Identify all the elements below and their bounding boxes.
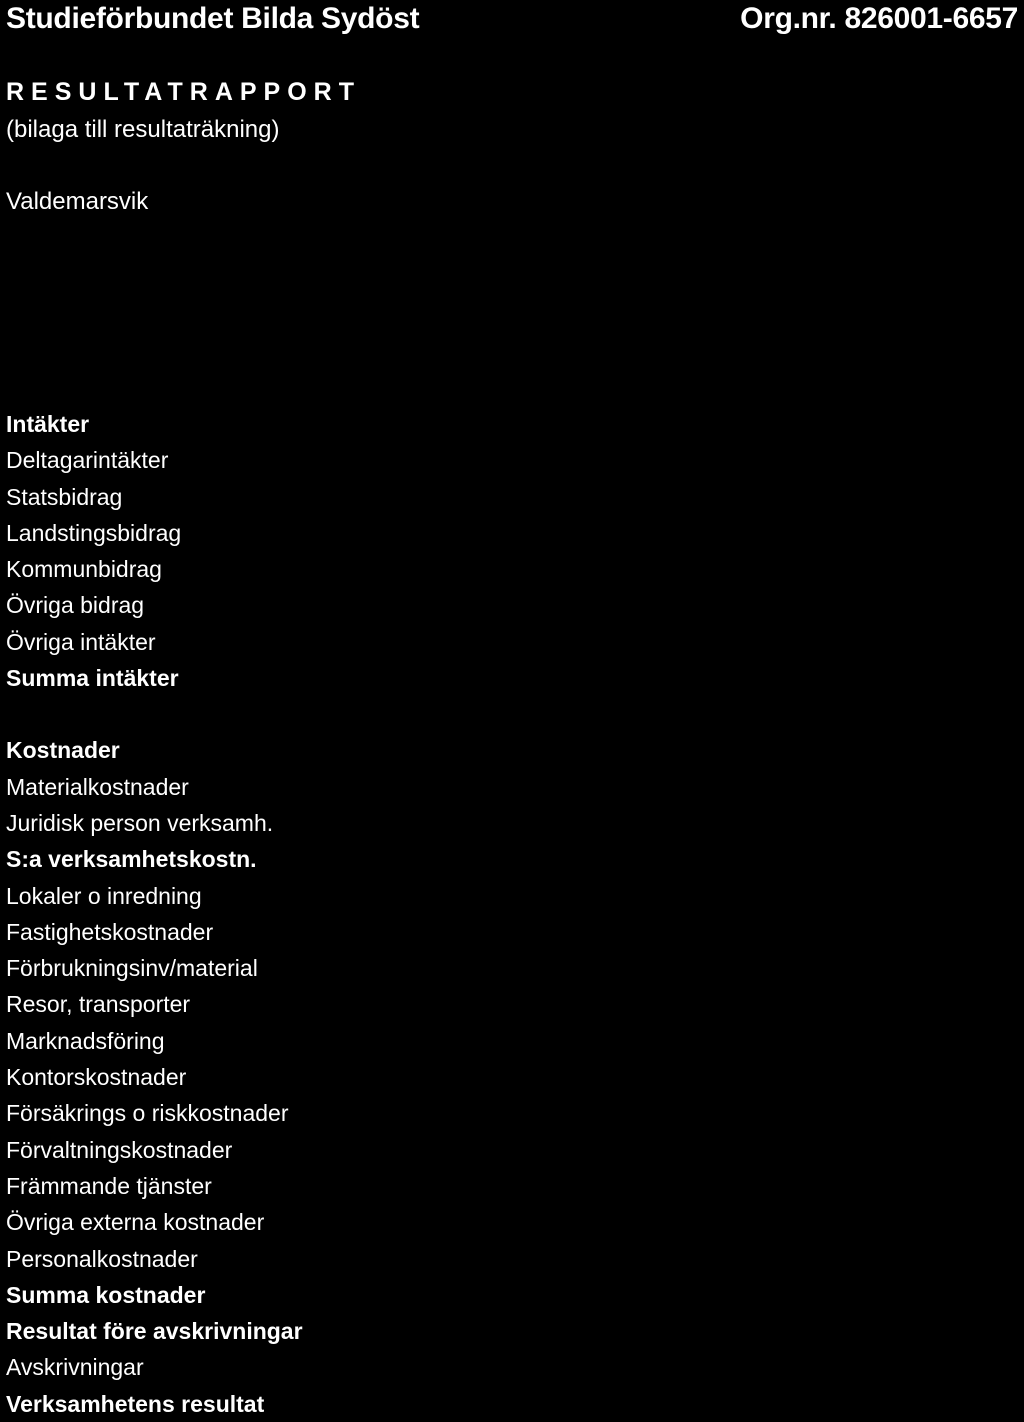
cost-item-personnel: Personalkostnader — [6, 1245, 198, 1272]
cost-item-external-services: Främmande tjänster — [6, 1172, 212, 1199]
cost-item-administration: Förvaltningskostnader — [6, 1136, 233, 1163]
cost-item-legal-entity: Juridisk person verksamh. — [6, 809, 274, 836]
cost-item-insurance: Försäkrings o riskkostnader — [6, 1100, 289, 1127]
organization-name: Studieförbundet Bilda Sydöst — [6, 2, 420, 35]
report-title: RESULTATRAPPORT — [6, 78, 361, 106]
costs-heading: Kostnader — [6, 737, 120, 764]
cost-item-travel: Resor, transporter — [6, 991, 191, 1018]
result-before-depreciation: Resultat före avskrivningar — [6, 1318, 303, 1345]
organization-number: Org.nr. 826001-6657 — [740, 2, 1018, 35]
result-line-items — [6, 406, 303, 1422]
cost-item-premises: Lokaler o inredning — [6, 882, 202, 909]
report-subtitle: (bilaga till resultaträkning) — [6, 116, 280, 143]
costs-total: Summa kostnader — [6, 1281, 206, 1308]
operating-result: Verksamhetens resultat — [6, 1390, 265, 1417]
income-total: Summa intäkter — [6, 665, 179, 692]
income-item-state-grant: Statsbidrag — [6, 483, 123, 510]
income-item-other-grants: Övriga bidrag — [6, 592, 145, 619]
cost-item-marketing: Marknadsföring — [6, 1027, 165, 1054]
cost-item-other-external: Övriga externa kostnader — [6, 1209, 265, 1236]
cost-item-office: Kontorskostnader — [6, 1064, 187, 1091]
depreciation: Avskrivningar — [6, 1354, 144, 1381]
report-location: Valdemarsvik — [6, 188, 149, 215]
income-item-county-grant: Landstingsbidrag — [6, 519, 182, 546]
cost-item-material: Materialkostnader — [6, 773, 189, 800]
cost-item-property: Fastighetskostnader — [6, 918, 214, 945]
cost-item-consumables: Förbrukningsinv/material — [6, 955, 258, 982]
operating-costs-subtotal: S:a verksamhetskostn. — [6, 846, 257, 873]
income-item-municipal-grant: Kommunbidrag — [6, 556, 162, 583]
income-item-participant-revenue: Deltagarintäkter — [6, 447, 169, 474]
income-item-other-income: Övriga intäkter — [6, 628, 156, 655]
income-heading: Intäkter — [6, 411, 90, 437]
